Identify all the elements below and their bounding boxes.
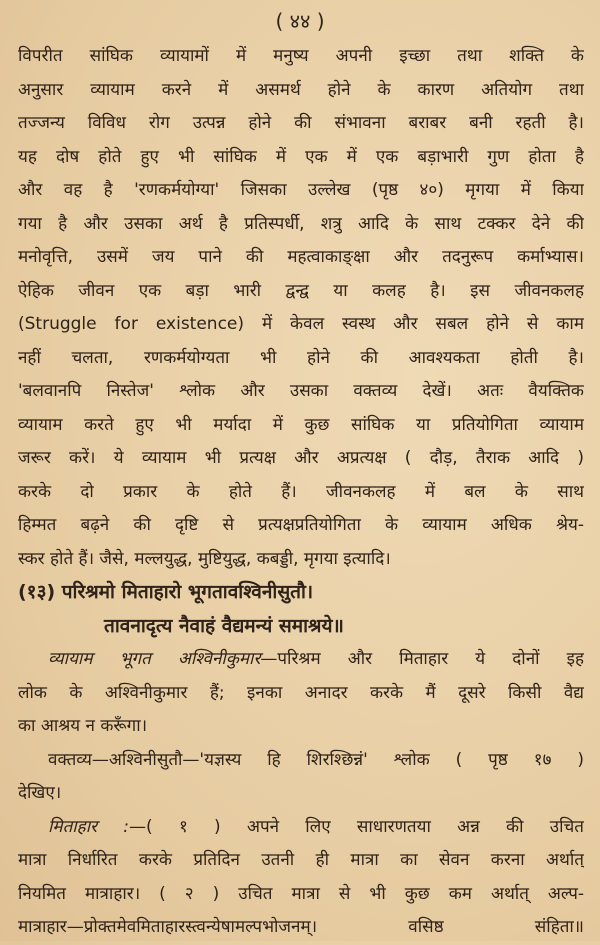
mitahara-line-1: [18, 811, 584, 845]
text-line: 'बलवानपि निस्तेज' श्लोक और उसका वक्तव्य देखें। अतः वैयक्तिक: [18, 381, 584, 401]
translation-line-3: का आश्रय न करूँगा।: [18, 716, 148, 736]
mitahara-line-3: नियमित मात्राहार। ( २ ) उचित मात्रा से भी कुछ कम अर्थात् अल्प-: [18, 883, 584, 904]
text-line: विपरीत सांघिक व्यायामों में मनुष्य अपनी इच्छा तथा शक्ति के: [18, 46, 584, 66]
text-line: मनोवृत्ति, उसमें जय पाने की महत्वाकाङ्क्षा और तदनुरूप कर्माभ्यास।: [18, 247, 584, 267]
text-line: ऐहिक जीवन एक बड़ा भारी द्वन्द्व या कलह है। इस जीवनकलह: [18, 280, 584, 301]
page-body: [18, 40, 584, 945]
translation-text: —परिश्रम और मिताहार ये दोनों इह: [260, 649, 584, 669]
text-line: स्कर होते हैं। जैसे, मल्लयुद्ध, मुष्टियुद्ध, कबड्डी, मृगया इत्यादि।: [18, 548, 391, 569]
text-line: व्यायाम करते हुए भी मर्यादा में कुछ सांघिक या प्रतियोगिता व्यायाम: [18, 414, 584, 435]
text-line: गया है और उसका अर्थ है प्रतिस्पर्धी, शत्रु आदि के साथ टक्कर देने की: [18, 213, 584, 234]
text-line: यह दोष होते हुए भी सांघिक में एक में एक बड़ाभारी गुण होता है: [18, 146, 584, 167]
translation-line-2: लोक के अश्विनीकुमार हैं; इनका अनादर करके मैं दूसरे किसी वैद्य: [18, 682, 584, 703]
text-line: नहीं चलता, रणकर्मयोग्यता भी होने की आवश्यकता होती है।: [18, 347, 584, 368]
page-number: ( ४४ ): [275, 9, 325, 33]
mitahara-line-4: मात्राहार—प्रोक्तमेवमिताहारस्त्वन्येषामल्पभोजनम्। वसिष्ठ संहिता॥: [18, 917, 584, 937]
text-line: (Struggle for existence) में केवल स्वस्थ और सबल होने से काम: [18, 314, 584, 334]
translation-line-1: [18, 643, 584, 677]
verse-line-2: तावनादृत्य नैवाहं वैद्यमन्यं समाश्रये॥: [104, 614, 344, 637]
note-line-2: देखिए।: [18, 783, 62, 803]
text-line: हिम्मत बढ़ने की दृष्टि से प्रत्यक्षप्रतियोगिता के व्यायाम अधिक श्रेय-: [18, 515, 584, 535]
note-line-1: वक्तव्य—अश्विनीसुतौ—'यज्ञस्य हि शिरश्छिन्नं' श्लोक ( पृष्ठ १७ ): [48, 749, 584, 770]
text-line: अनुसार व्यायाम करने में असमर्थ होने के कारण अतियोग तथा: [18, 79, 584, 100]
mitahara-term: मिताहार :: [48, 816, 130, 837]
text-line: तज्जन्य विविध रोग उत्पन्न होने की संभावना बराबर बनी रहती है।: [18, 113, 584, 133]
text-line: और वह है 'रणकर्मयोग्या' जिसका उल्लेख (पृष्ठ ४०) मृगया में किया: [18, 180, 584, 200]
mitahara-line-2: मात्रा निर्धारित करके प्रतिदिन उतनी ही मात्रा का सेवन करना अर्थात्: [18, 850, 584, 870]
mitahara-text: —( १ ) अपने लिए साधारणतया अन्न की उचित: [129, 816, 584, 837]
translation-term: व्यायाम भूगत अश्विनीकुमार: [48, 649, 261, 669]
verse-line-1: (१३) परिश्रमो मिताहारो भूगतावश्विनीसुतौ।: [18, 581, 314, 603]
text-line: करके दो प्रकार के होते हैं। जीवनकलह में बल के साथ: [18, 481, 584, 502]
text-line: जरूर करें। ये व्यायाम भी प्रत्यक्ष और अप्रत्यक्ष ( दौड़, तैराक आदि ): [18, 448, 584, 468]
